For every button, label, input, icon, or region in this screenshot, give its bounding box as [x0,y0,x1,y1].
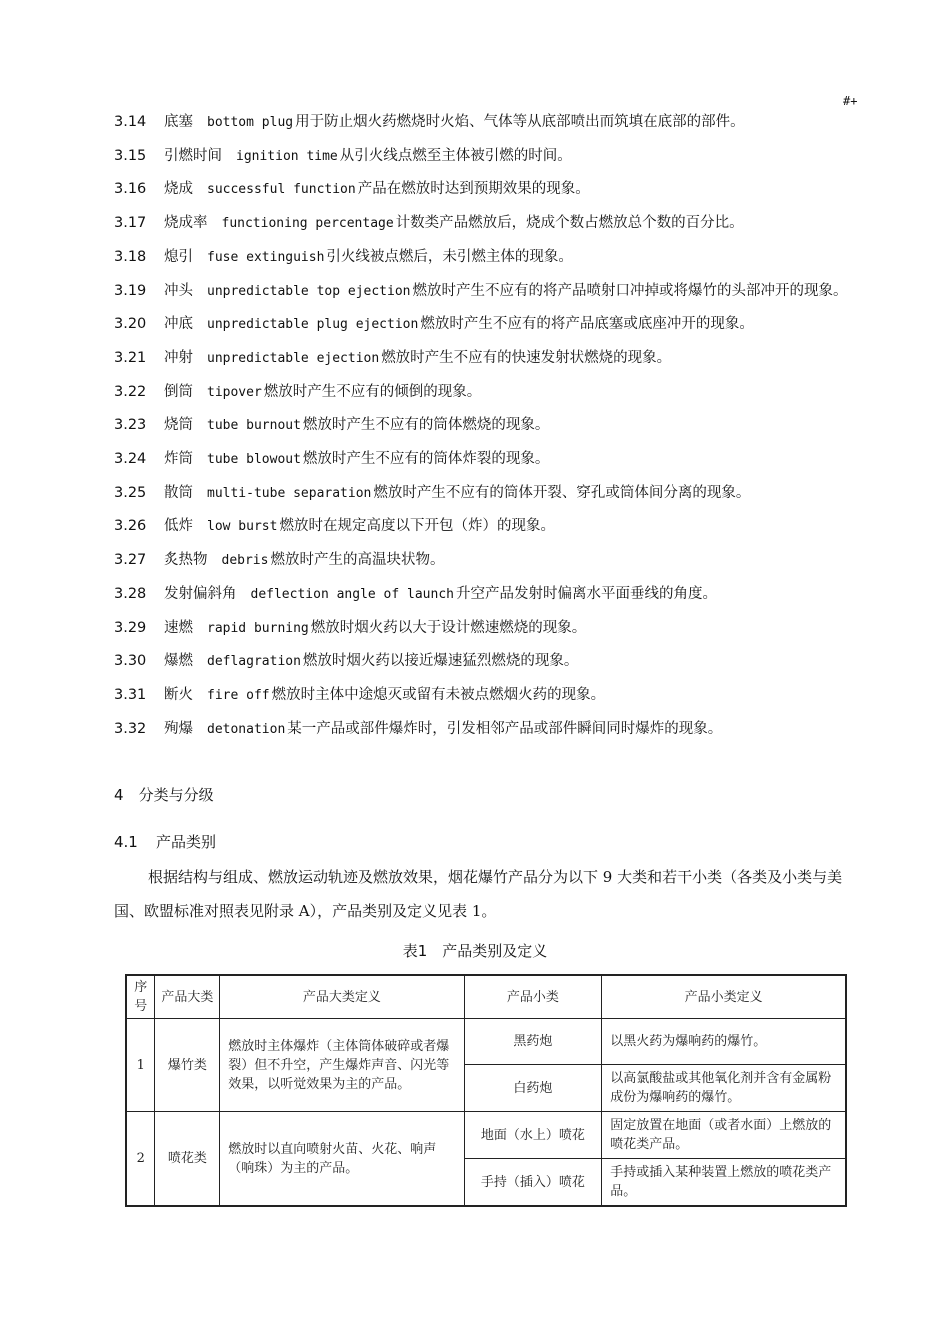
section-4-heading: 4 分类与分级 [114,786,214,804]
table-row [126,1112,846,1159]
definition-item: 3.26 低炸 low burst 燃放时在规定高度以下开包（炸）的现象。 [114,518,555,535]
definition-item: 3.25 散筒 multi-tube separation 燃放时产生不应有的筒体开裂、穿孔或筒体间分离的现象。 [114,484,751,501]
definition-item: 3.32 殉爆 detonation 某一产品或部件爆炸时，引发相邻产品或部件瞬间同时爆炸的现象。 [114,720,723,737]
definition-item: 3.16 烧成 successful function 产品在燃放时达到预期效果的现象。 [114,181,590,198]
definition-item: 3.18 熄引 fuse extinguish 引火线被点燃后，未引燃主体的现象。 [114,248,573,265]
product-category-table [125,974,847,1207]
table-caption: 表1 产品类别及定义 [402,942,548,960]
definition-item: 3.21 冲射 unpredictable ejection 燃放时产生不应有的快速发射状燃烧的现象。 [114,349,672,366]
header-minor-def: 产品小类定义 [602,975,846,1019]
header-minor: 产品小类 [464,975,602,1019]
definition-item: 3.19 冲头 unpredictable top ejection 燃放时产生不应有的将产品喷射口冲掉或将爆竹的头部冲开的现象。 [114,282,848,299]
definition-item: 3.15 引燃时间 ignition time 从引火线点燃至主体被引燃的时间。 [114,147,572,164]
row-minor: 白药炮 [464,1065,602,1112]
definition-item: 3.20 冲底 unpredictable plug ejection 燃放时产生不应有的将产品底塞或底座冲开的现象。 [114,316,754,333]
row-major: 爆竹类 [155,1019,220,1112]
table-header-row [126,975,846,1019]
definition-item: 3.24 炸筒 tube blowout 燃放时产生不应有的筒体炸裂的现象。 [114,451,550,468]
row-major-def: 燃放时以直向喷射火苗、火花、响声（响珠）为主的产品。 [220,1112,464,1207]
page-corner-mark: #+ [843,94,858,108]
row-major: 喷花类 [155,1112,220,1207]
row-minor: 手持（插入）喷花 [464,1159,602,1207]
definition-item: 3.23 烧筒 tube burnout 燃放时产生不应有的筒体燃烧的现象。 [114,417,550,434]
definition-item: 3.27 炙热物 debris 燃放时产生的高温块状物。 [114,552,445,569]
section-4-1-heading: 4.1 产品类别 [114,833,217,851]
header-major: 产品大类 [155,975,220,1019]
definition-item: 3.14 底塞 bottom plug 用于防止烟火药燃烧时火焰、气体等从底部喷出而筑填在底部的部件。 [114,114,745,130]
definition-item: 3.29 速燃 rapid burning 燃放时烟火药以大于设计燃速燃烧的现象。 [114,619,587,636]
row-minor-def: 以高氯酸盐或其他氧化剂并含有金属粉成份为爆响药的爆竹。 [602,1065,846,1112]
definition-item: 3.22 倒筒 tipover 燃放时产生不应有的倾倒的现象。 [114,383,482,400]
table-row [126,1019,846,1065]
body-paragraph: 根据结构与组成、燃放运动轨迹及燃放效果，烟花爆竹产品分为以下 9 大类和若干小类（各类及小类与美国、欧盟标准对照表见附录 A），产品类别及定义见表 1。 [114,868,843,920]
definition-item: 3.17 烧成率 functioning percentage 计数类产品燃放后，烧成个数占燃放总个数的百分比。 [114,215,744,232]
header-seq: 序号 [126,975,155,1019]
row-minor: 地面（水上）喷花 [464,1112,602,1159]
row-seq: 2 [126,1112,155,1207]
definition-item: 3.28 发射偏斜角 deflection angle of launch 升空产品发射时偏离水平面垂线的角度。 [114,585,717,602]
definition-item: 3.30 爆燃 deflagration 燃放时烟火药以接近爆速猛烈燃烧的现象。 [114,653,579,670]
definition-item: 3.31 断火 fire off 燃放时主体中途熄灭或留有未被点燃烟火药的现象。 [114,686,606,703]
header-major-def: 产品大类定义 [220,975,464,1019]
definitions-list [114,106,864,746]
row-minor: 黑药炮 [464,1019,602,1065]
row-minor-def: 固定放置在地面（或者水面）上燃放的喷花类产品。 [602,1112,846,1159]
row-major-def: 燃放时主体爆炸（主体筒体破碎或者爆裂）但不升空，产生爆炸声音、闪光等效果，以听觉效果为主的产品。 [220,1019,464,1112]
row-minor-def: 以黑火药为爆响药的爆竹。 [602,1019,846,1065]
row-seq: 1 [126,1019,155,1112]
row-minor-def: 手持或插入某种装置上燃放的喷花类产品。 [602,1159,846,1207]
